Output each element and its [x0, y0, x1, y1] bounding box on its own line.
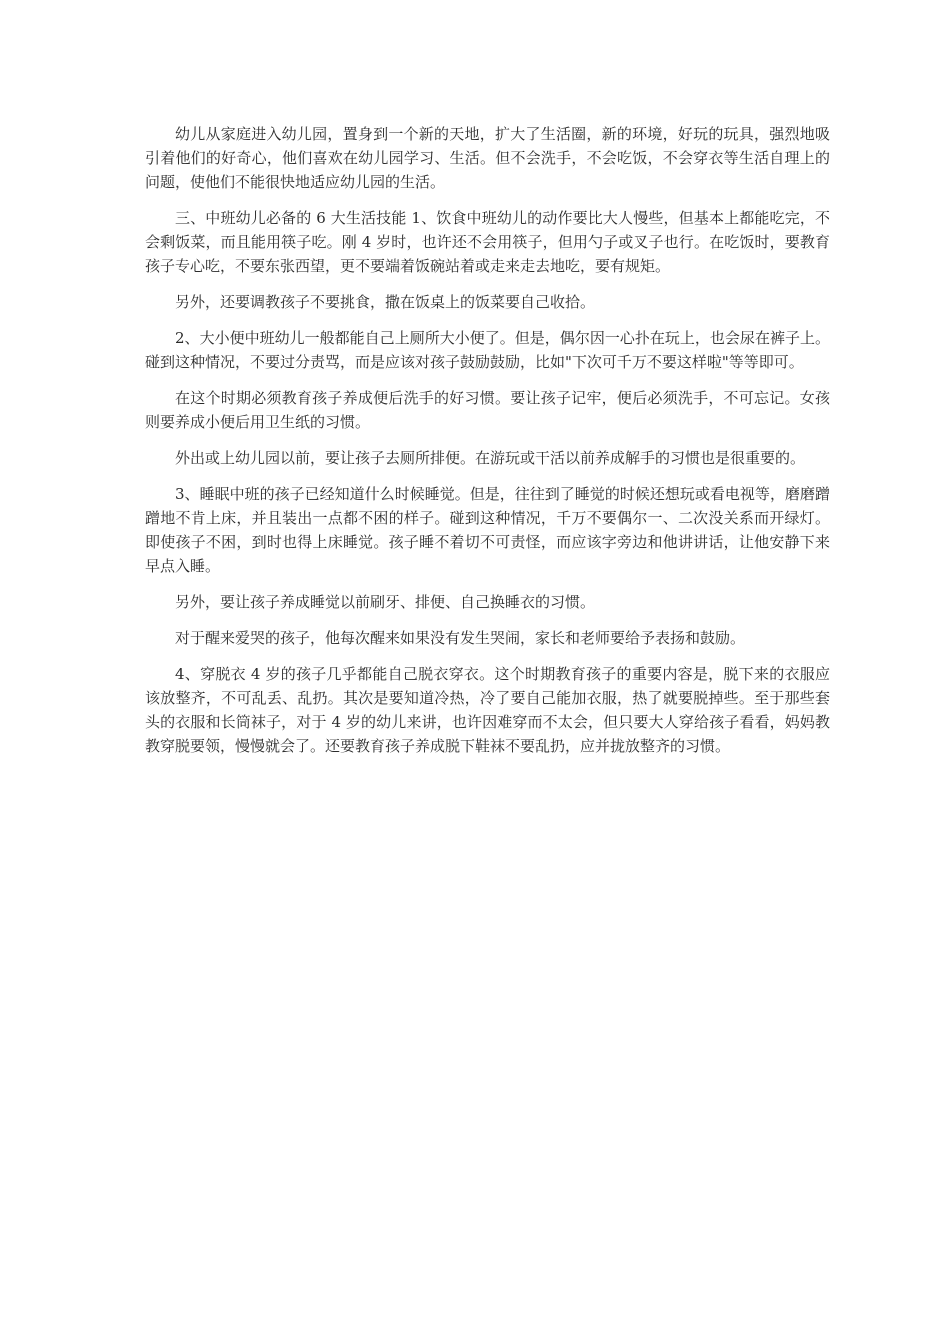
- paragraph-10: 4、穿脱衣 4 岁的孩子几乎都能自己脱衣穿衣。这个时期教育孩子的重要内容是，脱下来的衣服应该放整齐，不可乱丢、乱扔。其次是要知道冷热，冷了要自己能加衣服，热了就要脱掉些。至于那些套头的衣服和长筒袜子，对于 4 岁的幼儿来讲，也许因难穿而不太会，但只要大人穿给孩子看看，妈妈教教穿脱要领，慢慢就会了。还要教育孩子养成脱下鞋袜不要乱扔，应并拢放整齐的习惯。: [145, 665, 830, 755]
- paragraph-9: 对于醒来爱哭的孩子，他每次醒来如果没有发生哭闹，家长和老师要给予表扬和鼓励。: [175, 629, 746, 647]
- paragraph-5: 在这个时期必须教育孩子养成便后洗手的好习惯。要让孩子记牢，便后必须洗手，不可忘记。女孩则要养成小便后用卫生纸的习惯。: [145, 389, 830, 431]
- paragraph-3: 另外，还要调教孩子不要挑食，撒在饭桌上的饭菜要自己收拾。: [175, 293, 596, 311]
- document-page: [145, 122, 830, 770]
- paragraph-2: 三、中班幼儿必备的 6 大生活技能 1、饮食中班幼儿的动作要比大人慢些，但基本上都能吃完，不会剩饭菜，而且能用筷子吃。刚 4 岁时，也许还不会用筷子，但用勺子或叉子也行。在吃饭时，要教育孩子专心吃，不要东张西望，更不要端着饭碗站着或走来走去地吃，要有规矩。: [145, 209, 830, 275]
- paragraph-7: 3、睡眠中班的孩子已经知道什么时候睡觉。但是，往往到了睡觉的时候还想玩或看电视等，磨磨蹭蹭地不肯上床，并且装出一点都不困的样子。碰到这种情况，千万不要偶尔一、二次没关系而开绿灯。即使孩子不困，到时也得上床睡觉。孩子睡不着切不可责怪，而应该字旁边和他讲讲话，让他安静下来早点入睡。: [145, 485, 830, 575]
- paragraph-8: 另外，要让孩子养成睡觉以前刷牙、排便、自己换睡衣的习惯。: [175, 593, 596, 611]
- paragraph-6: 外出或上幼儿园以前，要让孩子去厕所排便。在游玩或干活以前养成解手的习惯也是很重要的。: [175, 449, 806, 467]
- paragraph-1: 幼儿从家庭进入幼儿园，置身到一个新的天地，扩大了生活圈，新的环境，好玩的玩具，强烈地吸引着他们的好奇心，他们喜欢在幼儿园学习、生活。但不会洗手，不会吃饭，不会穿衣等生活自理上的问题，使他们不能很快地适应幼儿园的生活。: [145, 125, 830, 191]
- paragraph-4: 2、大小便中班幼儿一般都能自己上厕所大小便了。但是，偶尔因一心扑在玩上，也会尿在裤子上。碰到这种情况，不要过分责骂，而是应该对孩子鼓励鼓励，比如"下次可千万不要这样啦"等等即可。: [145, 329, 830, 371]
